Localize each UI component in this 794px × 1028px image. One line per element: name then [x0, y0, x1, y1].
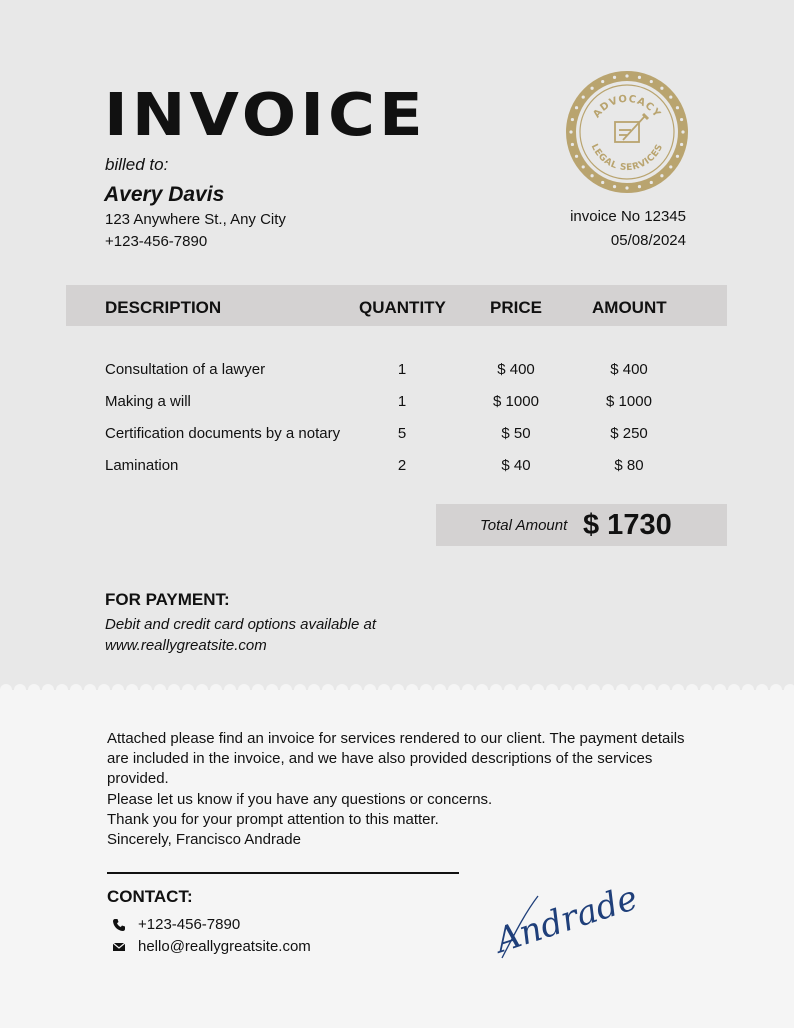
row-price: $ 40	[501, 457, 531, 474]
message-paragraph: Attached please find an invoice for services rendered to our client. The payment details are included in the invoice, and we have also provided descriptions of the services provided.	[107, 730, 685, 787]
payment-website: www.reallygreatsite.com	[105, 637, 267, 654]
contact-phone: +123-456-7890	[138, 916, 241, 933]
row-description: Making a will	[105, 393, 191, 410]
row-quantity: 5	[397, 425, 407, 442]
invoice-title: INVOICE	[104, 81, 427, 150]
total-amount-label: Total Amount	[480, 517, 568, 534]
row-quantity: 1	[397, 393, 407, 410]
row-quantity: 1	[397, 361, 407, 378]
col-header-amount: AMOUNT	[592, 298, 667, 317]
row-price: $ 1000	[493, 393, 539, 410]
advocacy-logo-seal	[565, 70, 689, 194]
row-amount: $ 400	[610, 361, 648, 378]
row-amount: $ 250	[610, 425, 648, 442]
logo-top-text: ADVOCACY	[591, 93, 663, 121]
invoice-number: invoice No 12345	[570, 208, 686, 225]
col-header-quantity: QUANTITY	[359, 298, 446, 317]
divider-line	[107, 872, 459, 874]
invoice-date: 05/08/2024	[610, 232, 686, 249]
row-amount: $ 80	[614, 457, 644, 474]
client-address: 123 Anywhere St., Any City	[105, 211, 286, 228]
phone-icon	[112, 918, 126, 932]
row-price: $ 400	[497, 361, 535, 378]
message-questions-line: Please let us know if you have any questions or concerns.	[107, 791, 493, 808]
payment-heading: FOR PAYMENT:	[105, 590, 230, 609]
col-header-price: PRICE	[490, 298, 542, 317]
row-amount: $ 1000	[606, 393, 652, 410]
svg-text:Andrade: Andrade	[490, 878, 643, 962]
logo-bottom-text: LEGAL SERVICES	[588, 142, 666, 174]
contact-email[interactable]: hello@reallygreatsite.com	[138, 938, 311, 955]
envelope-icon	[112, 940, 126, 954]
total-amount-value: $ 1730	[583, 509, 672, 541]
row-quantity: 2	[397, 457, 407, 474]
row-description: Certification documents by a notary	[105, 425, 341, 442]
payment-info-line: Debit and credit card options available at	[105, 616, 376, 633]
col-header-description: DESCRIPTION	[105, 298, 222, 317]
scalloped-divider	[0, 684, 794, 696]
message-thanks-line: Thank you for your prompt attention to this matter.	[107, 811, 439, 828]
billed-to-label: billed to:	[105, 155, 169, 174]
row-description: Lamination	[105, 457, 179, 474]
message-signoff-line: Sincerely, Francisco Andrade	[107, 831, 301, 848]
client-phone: +123-456-7890	[105, 233, 208, 250]
row-description: Consultation of a lawyer	[105, 361, 266, 378]
client-name: Avery Davis	[104, 183, 225, 206]
handwritten-signature	[490, 878, 650, 963]
row-price: $ 50	[501, 425, 531, 442]
contact-heading: CONTACT:	[107, 887, 193, 906]
